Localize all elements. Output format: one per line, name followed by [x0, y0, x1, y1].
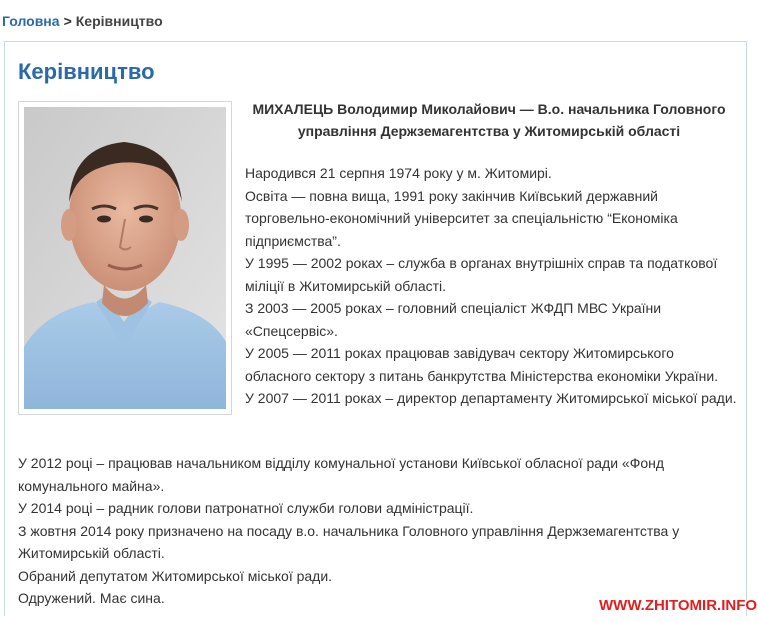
bio-paragraph: Освіта — повна вища, 1991 року закінчив Київський державний торговельно-економічний університет за спеціальністю “Економіка підприємства”. — [245, 187, 678, 249]
breadcrumb-home-link[interactable]: Головна — [2, 13, 60, 29]
bio-paragraph: У 2007 — 2011 роках – директор департаменту Житомирської міської ради. — [245, 390, 737, 406]
breadcrumb — [2, 13, 163, 29]
bio-full — [18, 452, 740, 610]
breadcrumb-separator: > — [63, 13, 72, 29]
bio-paragraph: З жовтня 2014 року призначено на посаду в.о. начальника Головного управління Держземагентства у Житомирській області. — [18, 522, 680, 561]
page-title: Керівництво — [18, 59, 155, 84]
portrait-photo — [24, 107, 226, 409]
bio-side — [245, 162, 740, 410]
person-headline: МИХАЛЕЦЬ Володимир Миколайович — В.о. начальника Головного управління Держземагентства у Житомирській області — [252, 101, 726, 139]
bio-paragraph: Обраний депутатом Житомирської міської ради. — [18, 567, 333, 584]
bio-paragraph: У 2012 році – працював начальником відділу комунальної установи Київської обласної ради «Фонд комунального майна». — [18, 455, 665, 494]
content-panel — [4, 41, 747, 616]
bio-paragraph: У 2014 році – радник голови патронатної служби голови адміністрації. — [18, 500, 474, 516]
photo-frame — [18, 101, 232, 415]
breadcrumb-current: Керівництво — [75, 13, 163, 29]
bio-paragraph: З 2003 — 2005 роках – головний спеціаліст ЖФДП МВС України «Спецсервіс». — [245, 300, 662, 339]
bio-paragraph: У 1995 — 2002 роках – служба в органах внутрішніх справ та податкової міліції в Житомирській області. — [245, 255, 718, 294]
site-watermark: WWW.ZHITOMIR.INFO — [599, 597, 758, 614]
bio-paragraph: У 2005 — 2011 роках працював завідувач сектору Житомирського обласного сектору з питань банкрутства Міністерства економіки України. — [245, 345, 719, 384]
bio-paragraph: Народився 21 серпня 1974 року у м. Житомирі. — [245, 165, 552, 181]
bio-paragraph: Одружений. Має сина. — [18, 590, 165, 606]
